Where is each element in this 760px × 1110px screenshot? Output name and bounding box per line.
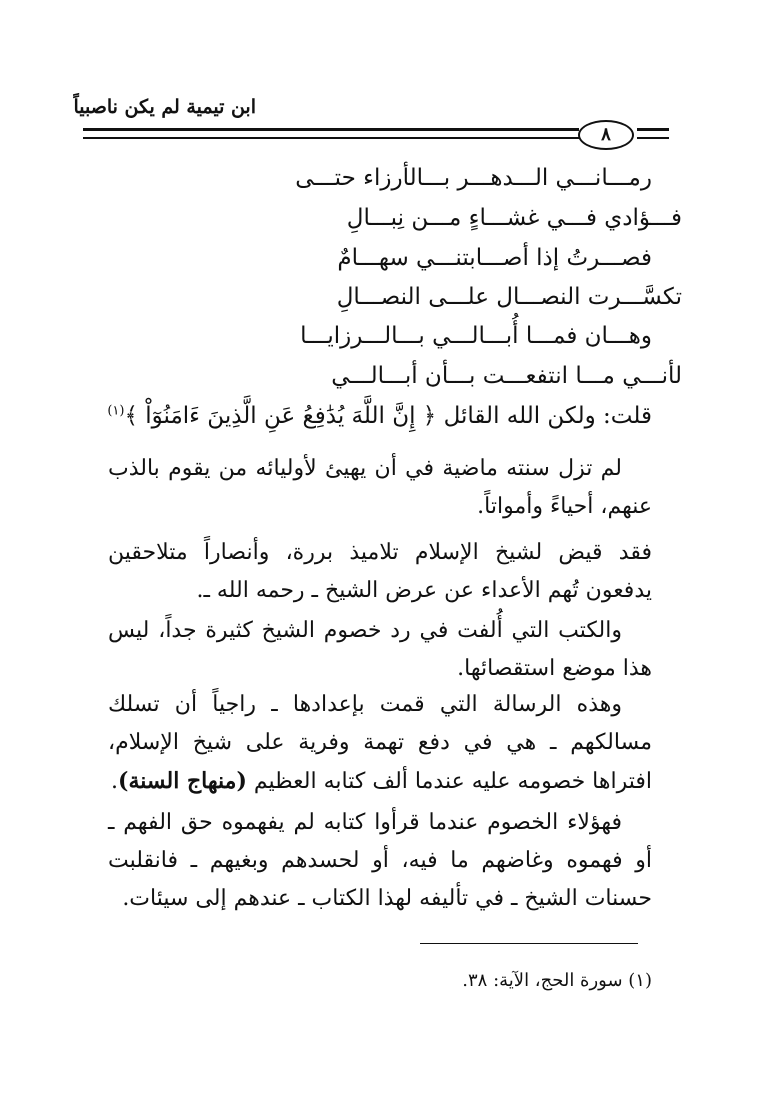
running-header-title: ابن تيمية لم يكن ناصبياً bbox=[73, 96, 256, 118]
paragraph-4 bbox=[108, 686, 652, 801]
poem-line-1: رمـــانـــي الـــدهـــر بـــالأرزاء حتـــى bbox=[295, 165, 652, 191]
quran-quote-text: قلت: ولكن الله القائل ﴿ إِنَّ اللَّهَ يُدَٰفِعُ عَنِ الَّذِينَ ءَامَنُوٓاْ ﴾ bbox=[124, 403, 652, 429]
paragraph-5: فهؤلاء الخصوم عندما قرأوا كتابه لم يفهموه حق الفهم ـ أو فهموه وغاضهم ما فيه، أو لحسدهم وبغيهم ـ فانقلبت حسنات الشيخ ـ في تأليفه لهذا الكتاب ـ عندهم إلى سيئات. bbox=[108, 810, 652, 911]
poem-line-5: وهـــان فمـــا أُبـــالـــي بـــالـــرزايـــا bbox=[300, 323, 652, 349]
paragraph-2: فقد قيض لشيخ الإسلام تلاميذ بررة، وأنصاراً متلاحقين يدفعون تُهم الأعداء عن عرض الشيخ ـ رحمه الله ـ. bbox=[108, 540, 652, 603]
header-rule-top bbox=[83, 128, 579, 131]
paragraph-1: لم تزل سنته ماضية في أن يهيئ لأوليائه من يقوم بالذب عنهم، أحياءً وأمواتاً. bbox=[108, 456, 652, 519]
poem-line-4: تكسَّـــرت النصـــال علـــى النصـــالِ bbox=[336, 284, 682, 310]
poem-line-6: لأنـــي مـــا انتفعـــت بـــأن أبـــالـــي bbox=[331, 363, 682, 389]
side-rule-bottom bbox=[637, 137, 669, 139]
page-number: ٨ bbox=[578, 120, 634, 150]
poem-line-2: فـــؤادي فـــي غشـــاءٍ مـــن نِبـــالِ bbox=[346, 205, 682, 231]
header-rule-bottom bbox=[83, 137, 579, 139]
paragraph-4-text: وهذه الرسالة التي قمت بإعدادها ـ راجياً أن تسلك مسالكهم ـ هي في دفع تهمة وفرية على شيخ الإسلام، افتراها خصومه عليه عندما ألف كتابه العظيم bbox=[108, 692, 652, 794]
footnote: (١) سورة الحج، الآية: ٣٨. bbox=[462, 970, 652, 991]
quran-quote-line bbox=[107, 403, 652, 429]
footnote-separator bbox=[420, 943, 638, 944]
period: . bbox=[111, 769, 119, 794]
footnote-ref: (١) bbox=[107, 403, 125, 419]
poem-line-3: فصـــرتُ إذا أصـــابتنـــي سهـــامٌ bbox=[337, 245, 652, 271]
paragraph-3: والكتب التي أُلفت في رد خصوم الشيخ كثيرة جداً، ليس هذا موضع استقصائها. bbox=[108, 618, 652, 681]
side-rule-top bbox=[637, 128, 669, 131]
book-title: (منهاج السنة) bbox=[118, 768, 247, 794]
